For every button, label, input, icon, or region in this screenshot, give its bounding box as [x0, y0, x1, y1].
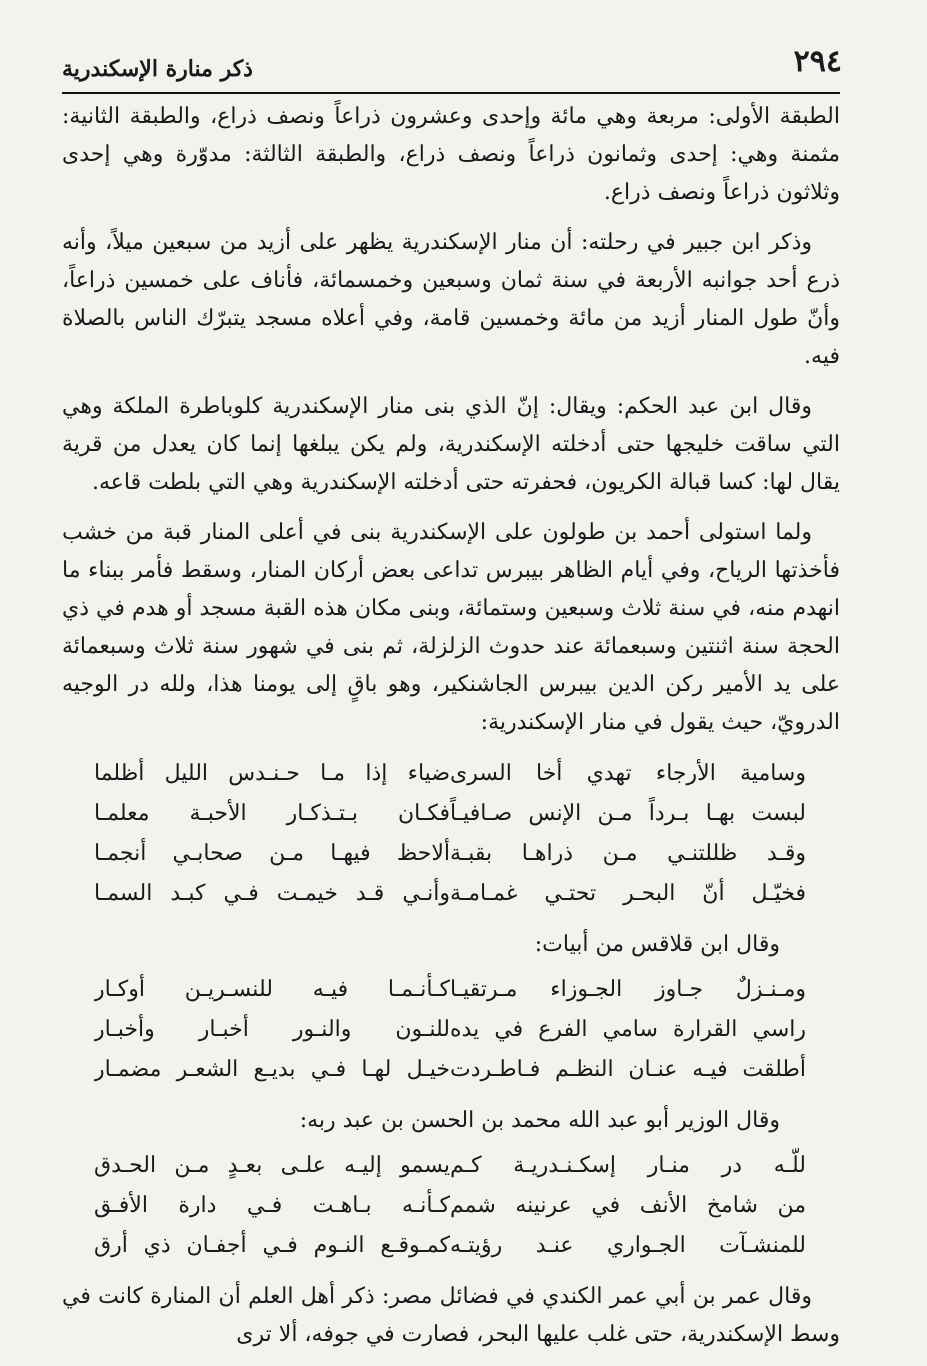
- poem-1-verse-4: [62, 874, 840, 914]
- poem-1-verse-3: [62, 834, 840, 874]
- running-title: ذكر منارة الإسكندرية: [62, 56, 253, 82]
- poem-1-verse-2: [62, 794, 840, 834]
- page-number: ٢٩٤: [793, 44, 842, 79]
- poem-1-verse-1: [62, 754, 840, 794]
- hemistich-second: خيـل لهـا فـي بديـع الشعـر مضمـار: [94, 1057, 450, 1082]
- hemistich-second: فكـان بـتـذكـار الأحبـة معلمـا: [94, 801, 450, 826]
- hemistich-first: للمنشـآت الجـواري عنـد رؤيتـه: [450, 1233, 806, 1258]
- hemistich-second: كـأنـمـا فيـه للنسـريـن أوكـار: [94, 977, 450, 1002]
- paragraph-5: وقال عمر بن أبي عمر الكندي في فضائل مصر: ذكر أهل العلم أن المنارة كانت في وسط الإسكندرية، حتى غلب عليها البحر، فصارت في جوفه، ألا ترى: [62, 1284, 840, 1347]
- poem-2-intro: وقال ابن قلاقس من أبيات:: [534, 932, 780, 957]
- hemistich-second: كـأنـه بـاهـت فـي دارة الأفـق: [94, 1193, 450, 1218]
- hemistich-second: ضياء إذا مـا حـنـدس الليل أظلما: [94, 761, 450, 786]
- hemistich-first: وقـد ظللتنـي مـن ذراهـا بقبـة: [450, 841, 806, 866]
- paragraph-3: وقال ابن عبد الحكم: ويقال: إنّ الذي بنى منار الإسكندرية كلوباطرة الملكة وهي التي ساقت خليجها حتى أدخلته الإسكندرية، ولم يكن يبلغها إنما كان يعدل من قرية يقال لها: كسا قبالة الكريون، فحفرته حتى أدخلته الإسكندرية وهي التي بلطت قاعه.: [62, 394, 840, 495]
- hemistich-first: أطلقت فيـه عنـان النظـم فـاطـردت: [450, 1057, 806, 1082]
- poem-2-verse-3: [62, 1050, 840, 1090]
- hemistich-second: يسمو إليـه علـى بعـدٍ مـن الحـدق: [94, 1153, 450, 1178]
- poem-1: [62, 754, 840, 914]
- hemistich-second: وأنـي قـد خيمـت فـي كبـد السمـا: [94, 881, 450, 906]
- paragraph-4: ولما استولى أحمد بن طولون على الإسكندرية بنى في أعلى المنار قبة من خشب فأخذتها الرياح، وفي أيام الظاهر بيبرس تداعى بعض أركان المنار، وسقط فأمر ببناء ما انهدم منه، في سنة ثلاث وسبعين وستمائة، وبنى مكان هذه القبة مسجد أو هدم في ذي الحجة سنة اثنتين وسبعمائة عند حدوث الزلزلة، ثم بنى في شهور سنة ثلاث وسبعمائة على يد الأمير ركن الدين بيبرس الجاشنكير، وهو باقٍ إلى يومنا هذا، ولله در الوجيه الدرويّ، حيث يقول في منار الإسكندرية:: [62, 520, 840, 735]
- hemistich-first: من شامخ الأنف في عرنينه شمم: [450, 1193, 806, 1218]
- poem-3-verse-3: [62, 1226, 840, 1266]
- hemistich-first: وسامية الأرجاء تهدي أخا السرى: [450, 761, 806, 786]
- hemistich-first: لبست بهـا بـرداً مـن الإنس صـافيـاً: [450, 801, 806, 826]
- hemistich-first: ومـنـزلٌ جـاوز الجـوزاء مـرتقيـا: [450, 977, 806, 1002]
- hemistich-second: للنـون والنـور أخبـار وأخبـار: [94, 1017, 450, 1042]
- poem-3-verse-2: [62, 1186, 840, 1226]
- poem-2-verse-1: [62, 970, 840, 1010]
- hemistich-first: للّـه در منـار إسكـنـدريـة كـم: [450, 1153, 806, 1178]
- paragraph-1: الطبقة الأولى: مربعة وهي مائة وإحدى وعشرون ذراعاً ونصف ذراع، والطبقة الثانية: مثمنة وهي: إحدى وثمانون ذراعاً ونصف ذراع، والطبقة الثالثة: مدوّرة وهي إحدى وثلاثون ذراعاً ونصف ذراع.: [62, 104, 840, 205]
- header-rule: [62, 92, 840, 94]
- poem-3: [62, 1146, 840, 1266]
- page-header: [62, 40, 842, 88]
- poem-3-intro: وقال الوزير أبو عبد الله محمد بن الحسن بن عبد ربه:: [299, 1108, 780, 1133]
- hemistich-first: فخيّـل أنّ البحـر تحتـي غمـامـة: [450, 881, 806, 906]
- hemistich-second: ألاحظ فيهـا مـن صحابـي أنجمـا: [94, 841, 450, 866]
- hemistich-first: راسي القرارة سامي الفرع في يده: [450, 1017, 806, 1042]
- hemistich-second: كمـوقـع النـوم فـي أجفـان ذي أرق: [94, 1233, 450, 1258]
- poem-2: [62, 970, 840, 1090]
- poem-3-verse-1: [62, 1146, 840, 1186]
- paragraph-2: وذكر ابن جبير في رحلته: أن منار الإسكندرية يظهر على أزيد من سبعين ميلاً، وأنه ذرع أحد جوانبه الأربعة في سنة ثمان وسبعين وخمسمائة، فأناف على خمسين ذراعاً، وأنّ طول المنار أزيد من مائة وخمسين قامة، وفي أعلاه مسجد يتبرّك الناس بالصلاة فيه.: [62, 230, 840, 369]
- page-body: [62, 98, 840, 1366]
- poem-2-verse-2: [62, 1010, 840, 1050]
